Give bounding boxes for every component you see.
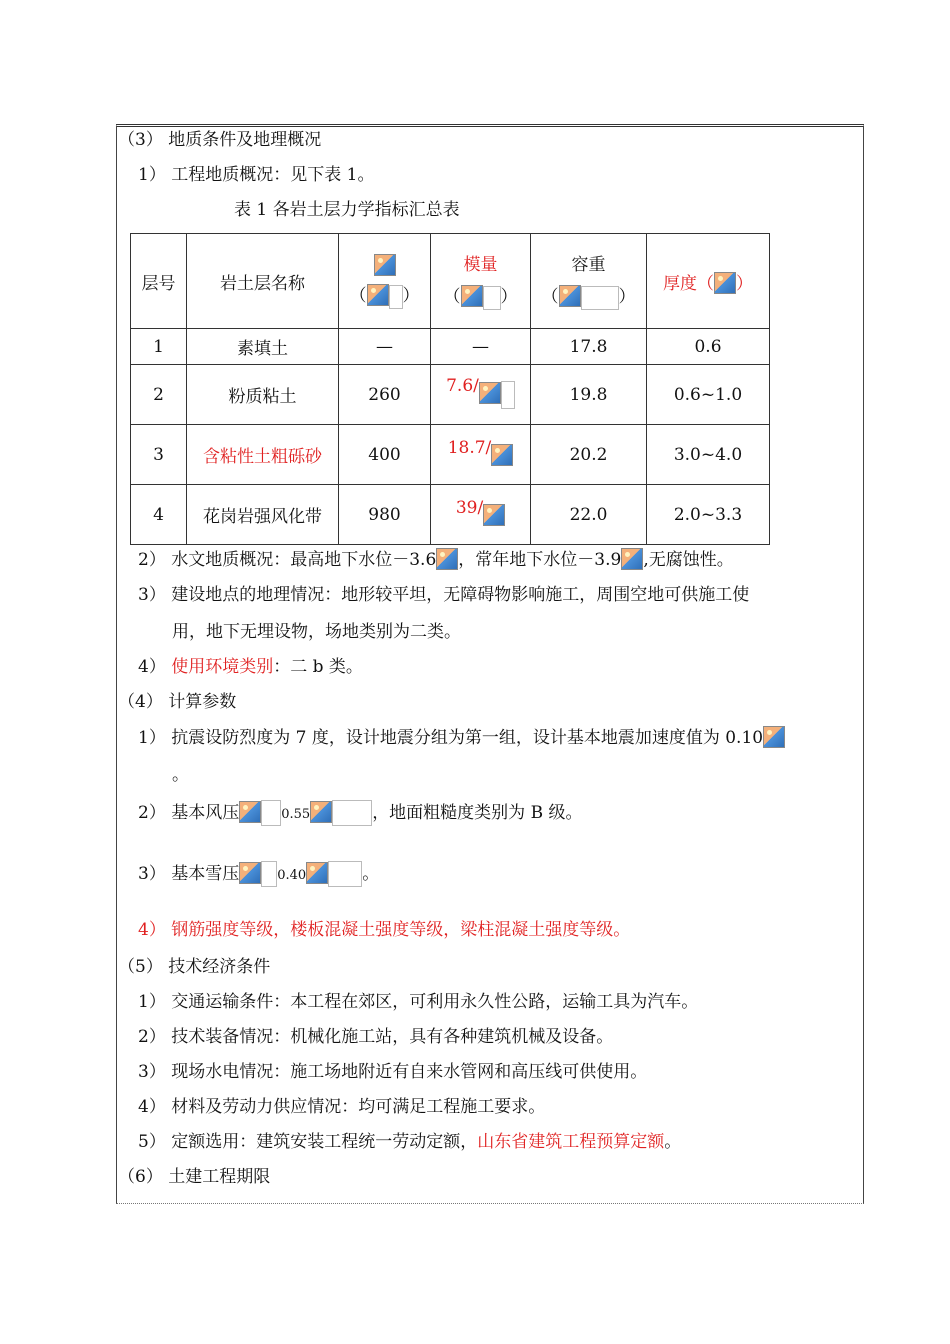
cell-c6: 0.6~1.0 [647,365,770,425]
image-placeholder-icon [491,444,513,466]
section4-heading: （4） 计算参数 [118,692,237,712]
section3-item2 [138,548,734,572]
blank-box [261,800,281,826]
paren-open: （ [443,287,461,307]
cell-name: 含粘性土粗砾砂 [187,425,339,485]
blank-box [389,285,403,309]
paren-close: ） [402,286,420,306]
item5-text-b: 。 [664,1132,682,1152]
paren-open: （ [541,287,559,307]
image-placeholder-icon [483,504,505,526]
blank-box [501,381,515,409]
image-placeholder-icon [310,801,332,823]
image-placeholder-icon [239,801,261,823]
item2-text-c: ,无腐蚀性。 [643,550,734,570]
table-caption: 表 1 各岩土层力学指标汇总表 [234,200,460,220]
cell-c6: 2.0~3.3 [647,485,770,545]
section5-item2: 2） 技术装备情况：机械化施工站，具有各种建筑机械及设备。 [138,1027,614,1047]
item5-quota-name: 山东省建筑工程预算定额 [477,1132,665,1152]
item4-number: 4） [138,657,172,677]
blank-box [483,286,501,310]
paren-close: ） [500,287,518,307]
section3-item1: 1） 工程地质概况：见下表 1。 [138,165,375,185]
cell-name: 花岗岩强风化带 [187,485,339,545]
cell-no: 4 [131,485,187,545]
header-unit-weight-label: 容重 [571,255,606,275]
section4-item1-line1 [138,726,785,750]
cell-no: 1 [131,329,187,365]
blank-box [581,286,619,310]
image-placeholder-icon [461,285,483,307]
table-row [131,365,770,425]
blank-box [261,861,277,887]
section5-item4: 4） 材料及劳动力供应情况：均可满足工程施工要求。 [138,1097,546,1117]
item4-env-class: 使用环境类别 [171,657,274,677]
cell-name: 粉质粘土 [187,365,339,425]
image-placeholder-icon [374,254,396,276]
blank-box [328,861,362,887]
section3-heading: （3） 地质条件及地理概况 [118,130,322,150]
section5-heading: （5） 技术经济条件 [118,957,271,977]
cell-c5: 22.0 [531,485,647,545]
cell-name: 素填土 [187,329,339,365]
cell-no: 2 [131,365,187,425]
table-row [131,485,770,545]
section5-item5 [138,1130,681,1154]
cell-c4-value: 7.6/ [446,376,479,396]
cell-c3: 260 [339,365,431,425]
item5-text-a: 5） 定额选用：建筑安装工程统一劳动定额， [138,1132,478,1152]
cell-c3: 400 [339,425,431,485]
cell-no: 3 [131,425,187,485]
table-header-row [131,234,770,329]
table-row [131,329,770,365]
section5-item1: 1） 交通运输条件：本工程在郊区，可利用永久性公路，运输工具为汽车。 [138,992,699,1012]
cell-c4-value: 18.7/ [447,437,492,458]
item4-rest: ：二 b 类。 [273,657,363,677]
cell-c5: 17.8 [531,329,647,365]
wind-pressure-label: 2） 基本风压 [138,803,240,823]
header-modulus [431,234,531,329]
table-row [131,425,770,485]
image-placeholder-icon [239,862,261,884]
paren-close: ） [618,287,636,307]
cell-c4 [431,485,531,545]
section4-item2 [138,800,583,827]
cell-c4: — [431,329,531,365]
section6-heading: （6） 土建工程期限 [118,1167,271,1187]
header-thickness-label: 厚度（ [663,273,714,294]
section5-item3: 3） 现场水电情况：施工场地附近有自来水管网和高压线可供使用。 [138,1062,648,1082]
snow-pressure-label: 3） 基本雪压 [138,864,240,884]
cell-c4-value: 39/ [455,497,484,518]
image-placeholder-icon [763,726,785,748]
section3-item3-line1: 3） 建设地点的地理情况：地形较平坦，无障碍物影响施工，周围空地可供施工使 [138,585,750,605]
image-placeholder-icon [306,862,328,884]
blank-box [332,800,372,826]
cell-c6: 0.6 [647,329,770,365]
image-placeholder-icon [559,285,581,307]
item3-rest: 。 [362,864,380,884]
section4-item1-line2: 。 [172,765,189,785]
cell-c6: 3.0~4.0 [647,425,770,485]
section4-item3 [138,861,379,888]
image-placeholder-icon [436,548,458,570]
cell-c4 [431,365,531,425]
section3-item4 [138,655,363,679]
image-placeholder-icon [367,284,389,306]
cell-c5: 20.2 [531,425,647,485]
paren-open: （ [349,286,367,306]
cell-c5: 19.8 [531,365,647,425]
image-placeholder-icon [714,272,736,294]
header-thickness [647,234,770,329]
header-modulus-label: 模量 [463,255,498,275]
header-unit-weight [531,234,647,329]
rock-soil-table [130,233,770,545]
cell-c4 [431,425,531,485]
item2-text-b: ，常年地下水位－3.9 [458,550,622,570]
image-placeholder-icon [479,382,501,404]
wind-pressure-value: 0.55 [281,807,311,822]
cell-c3: — [339,329,431,365]
header-col3 [339,234,431,329]
item1-text: 1） 抗震设防烈度为 7 度，设计地震分组为第一组，设计基本地震加速度值为 0.10 [138,728,764,748]
image-placeholder-icon [621,548,643,570]
header-layer-no: 层号 [131,234,187,329]
snow-pressure-value: 0.40 [277,868,307,883]
item2-text-a: 2） 水文地质概况：最高地下水位－3.6 [138,550,437,570]
paren-close: ） [736,273,753,294]
header-layer-name: 岩土层名称 [187,234,339,329]
item2-rest: ，地面粗糙度类别为 B 级。 [372,803,583,823]
cell-c3: 980 [339,485,431,545]
section3-item3-line2: 用，地下无埋设物，场地类别为二类。 [172,622,461,642]
section4-item4: 4） 钢筋强度等级，楼板混凝土强度等级，梁柱混凝土强度等级。 [138,920,631,940]
